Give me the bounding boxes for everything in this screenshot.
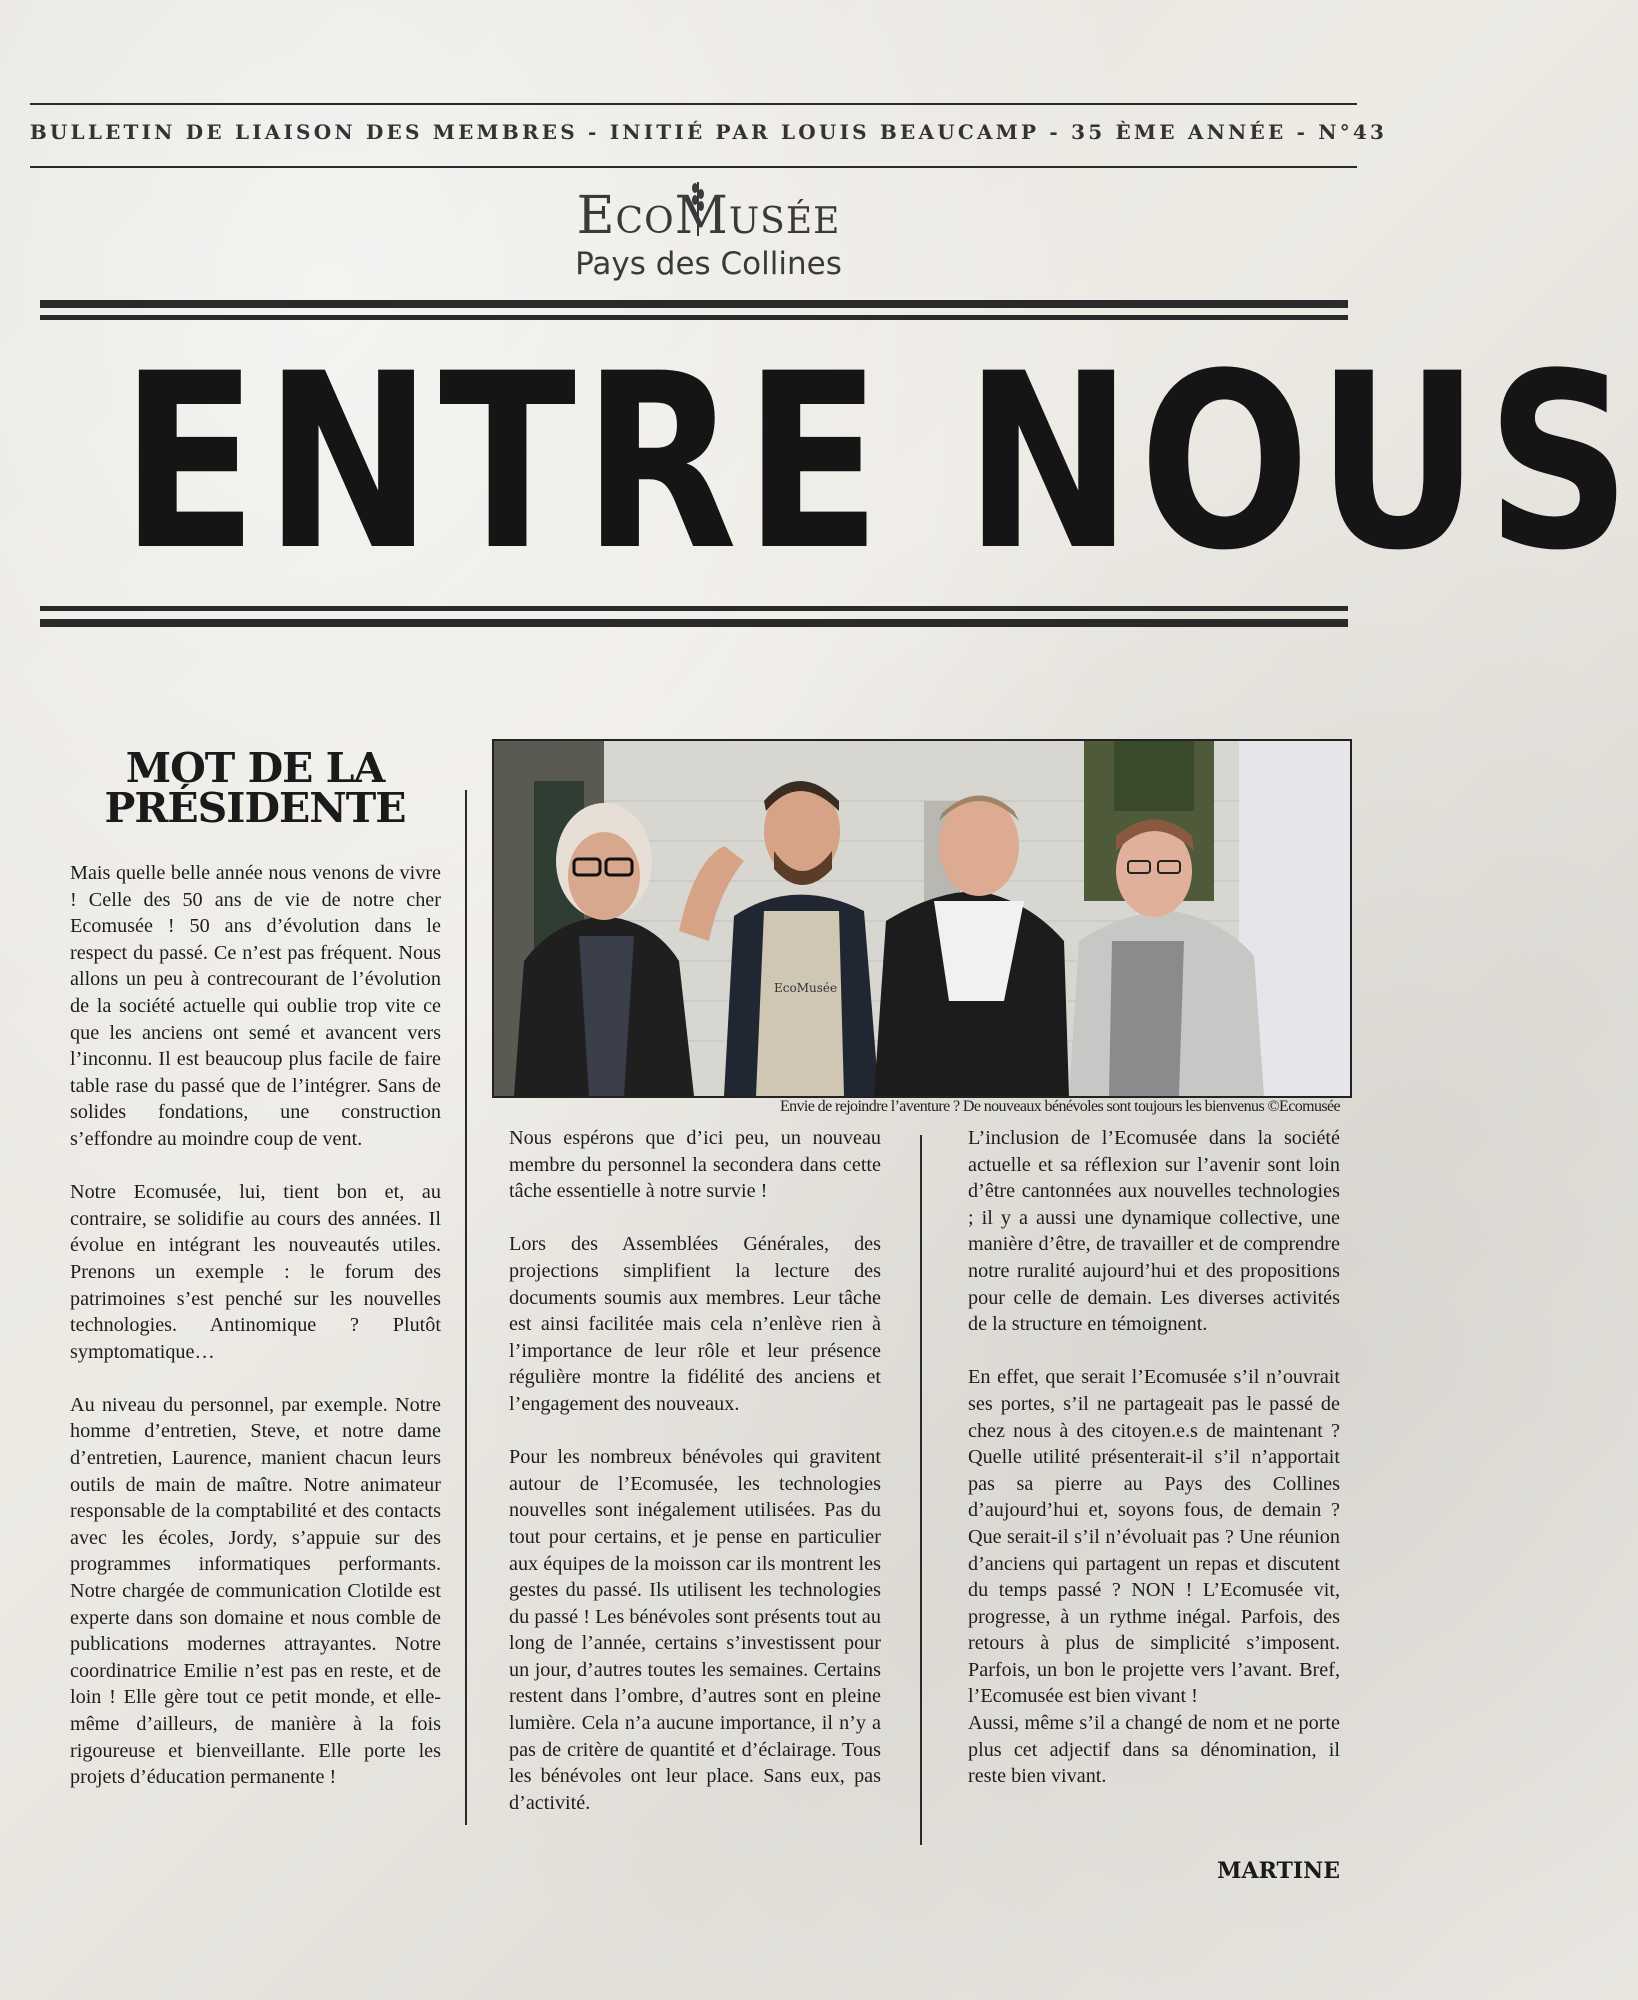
bulletin-bottom-rule <box>30 166 1357 168</box>
paragraph: Notre Ecomusée, lui, tient bon et, au contraire, se solidifie au cours des années. Il évolue en intégrant les nouveautés utiles. Prenons un exemple : le forum des patrimoines s’est penché sur les nouvelles technologies. Antinomique ? Plutôt symptomatique… <box>70 1181 441 1363</box>
paragraph: Nous espérons que d’ici peu, un nouveau membre du personnel la secondera dans cette tâche essentielle à notre survie ! <box>509 1127 881 1203</box>
apron-logo-text: EcoMusée <box>774 981 838 995</box>
article-column-1 <box>70 860 441 1791</box>
paragraph: Mais quelle belle année nous venons de vivre ! Celle des 50 ans de vie de notre cher Ecomusée ! 50 ans d’évolution dans le respect du passé. Ce n’est pas fréquent. Nous allons un peu à contrecourant de l’évolution de la société actuelle qui oublie trop vite ce que les anciens ont semé et avancent vers l’inconnu. Il est beaucoup plus facile de faire table rase du passé que de l’intégrer. Sans de solides fondations, une construction s’effondre au moindre coup de vent. <box>70 862 441 1150</box>
section-title: MOT DE LA PRÉSIDENTE <box>104 744 406 832</box>
article-column-2 <box>509 1125 881 1816</box>
column-divider <box>920 1135 922 1845</box>
paragraph: En effet, que serait l’Ecomusée s’il n’ouvrait ses portes, s’il ne partageait pas le passé de chez nous à des citoyen.e.s de maintenant ? Quelle utilité présenterait-il s’il n’apportait pas sa pierre au Pays des Collines d’aujourd’hui et, soyons fous, de demain ? Que serait-il s’il n’évoluait pas ? Une réunion d’anciens qui partagent un repas et discutent du temps passé ? NON ! L’Ecomusée vit, progresse, à un rythme inégal. Parfois, des retours à plus de simplicité s’imposent. Parfois, un bon le projette vers l’avant. Bref, l’Ecomusée est bien vivant ! Aussi, même s’il a changé de nom et ne porte plus cet adjectif dans sa dénomination, il reste bien vivant. <box>968 1366 1340 1788</box>
masthead-title: ENTRE NOUS <box>120 322 1638 604</box>
masthead-bottom-rule-1 <box>40 606 1348 611</box>
author-signature: MARTINE <box>1217 1858 1340 1884</box>
masthead-bottom-rule-2 <box>40 619 1348 627</box>
logo-name: EcoMusée <box>576 186 841 246</box>
masthead-top-rule-2 <box>40 315 1348 320</box>
photo-caption: Envie de rejoindre l’aventure ? De nouveaux bénévoles sont toujours les bienvenus ©Ecomusée <box>779 1098 1340 1115</box>
masthead-top-rule-1 <box>40 300 1348 308</box>
bulletin-line: BULLETIN DE LIAISON DES MEMBRES - INITIÉ PAR LOUIS BEAUCAMP - 35 ÈME ANNÉE - N°43 <box>29 120 1388 144</box>
volunteers-photo <box>492 739 1352 1098</box>
column-divider <box>465 790 467 1825</box>
article-column-3 <box>968 1125 1340 1790</box>
logo-subtitle: Pays des Collines <box>575 246 842 282</box>
paragraph: Lors des Assemblées Générales, des projections simplifient la lecture des documents soumis aux membres. Leur tâche est ainsi facilitée mais cela n’enlève rien à l’importance de leur rôle et leur présence régulière montre la fidélité des anciens et l’engagement des nouveaux. <box>509 1233 881 1415</box>
top-rule <box>30 103 1357 105</box>
paragraph: Pour les nombreux bénévoles qui gravitent autour de l’Ecomusée, les technologies nouvelles sont inégalement utilisées. Pas du tout pour certains, et je pense en particulier aux équipes de la moisson car ils montrent les gestes du passé. Ils utilisent les technologies du passé ! Les bénévoles sont présents tout au long de l’année, certains s’investissent pour un jour, d’autres toutes les semaines. Certains restent dans l’ombre, d’autres sont en pleine lumière. Cela n’a aucune importance, il n’y a pas de critère de quantité et d’éclairage. Tous les bénévoles ont leur place. Sans eux, pas d’activité. <box>509 1446 881 1814</box>
paragraph: Au niveau du personnel, par exemple. Notre homme d’entretien, Steve, et notre dame d’entretien, Laurence, manient chacun leurs outils de main de maître. Notre animateur responsable de la comptabilité et des contacts avec les écoles, Jordy, s’appuie sur des programmes informatiques performants. Notre chargée de communication Clotilde est experte dans son domaine et nous comble de publications modernes attrayantes. Notre coordinatrice Emilie n’est pas en reste, et de loin ! Elle gère tout ce petit monde, et elle-même d’ailleurs, de manière à la fois rigoureuse et bienveillante. Elle porte les projets d’éducation permanente ! <box>70 1393 441 1789</box>
paragraph: L’inclusion de l’Ecomusée dans la société actuelle et sa réflexion sur l’avenir sont loin d’être cantonnées aux nouvelles technologies ; il y a aussi une dynamique collective, une manière d’être, de travailler et de comprendre notre ruralité aujourd’hui et des propositions pour celle de demain. Les diverses activités de la structure en témoignent. <box>968 1127 1340 1336</box>
